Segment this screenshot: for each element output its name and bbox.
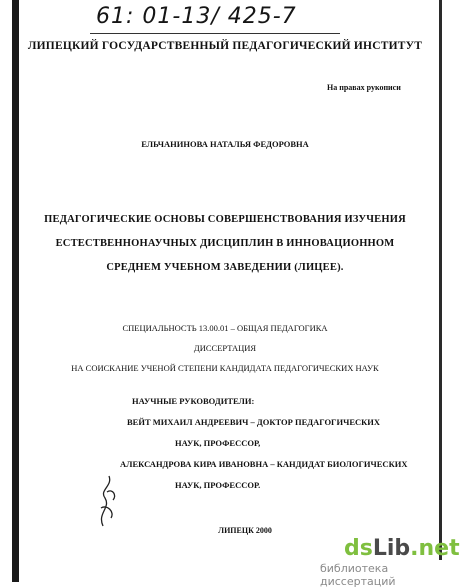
logo-part-ds: ds	[344, 536, 373, 561]
specialty: СПЕЦИАЛЬНОСТЬ 13.00.01 – ОБЩАЯ ПЕДАГОГИКА	[122, 323, 328, 333]
rights-note: На правах рукописи	[327, 83, 401, 92]
title-line-3: СРЕДНЕМ УЧЕБНОМ ЗАВЕДЕНИИ (ЛИЦЕЕ).	[106, 262, 344, 273]
scan-edge-right	[439, 0, 442, 560]
watermark-subtitle: библиотека диссертаций	[320, 562, 396, 588]
logo-part-lib: Lib	[372, 536, 411, 561]
supervisor-2: АЛЕКСАНДРОВА КИРА ИВАНОВНА – КАНДИДАТ БИОЛОГИЧЕСКИХ	[120, 459, 408, 469]
scan-edge-left	[12, 0, 19, 582]
author-name: ЕЛЬЧАНИНОВА НАТАЛЬЯ ФЕДОРОВНА	[141, 139, 309, 149]
supervisor-1: ВЕЙТ МИХАИЛ АНДРЕЕВИЧ – ДОКТОР ПЕДАГОГИЧЕСКИХ	[127, 417, 381, 427]
document-type: ДИССЕРТАЦИЯ	[193, 343, 257, 353]
title-line-1: ПЕДАГОГИЧЕСКИЕ ОСНОВЫ СОВЕРШЕНСТВОВАНИЯ ИЗУЧЕНИЯ	[44, 214, 406, 225]
institution-name: ЛИПЕЦКИЙ ГОСУДАРСТВЕННЫЙ ПЕДАГОГИЧЕСКИЙ ИНСТИТУТ	[27, 40, 423, 52]
degree-line: НА СОИСКАНИЕ УЧЕНОЙ СТЕПЕНИ КАНДИДАТА ПЕДАГОГИЧЕСКИХ НАУК	[71, 363, 379, 373]
supervisor-1-title: НАУК, ПРОФЕССОР,	[175, 438, 261, 448]
supervisors-heading: НАУЧНЫЕ РУКОВОДИТЕЛИ:	[132, 396, 255, 406]
handwritten-code: 61: 01-13/ 425-7	[96, 4, 297, 29]
handwritten-signature	[93, 468, 123, 528]
handwritten-underline	[90, 33, 340, 34]
logo-part-net: .net	[410, 536, 460, 561]
title-line-2: ЕСТЕСТВЕННОНАУЧНЫХ ДИСЦИПЛИН В ИННОВАЦИОННОМ	[55, 238, 395, 249]
city-year: ЛИПЕЦК 2000	[218, 526, 272, 535]
supervisor-2-title: НАУК, ПРОФЕССОР.	[175, 480, 261, 490]
